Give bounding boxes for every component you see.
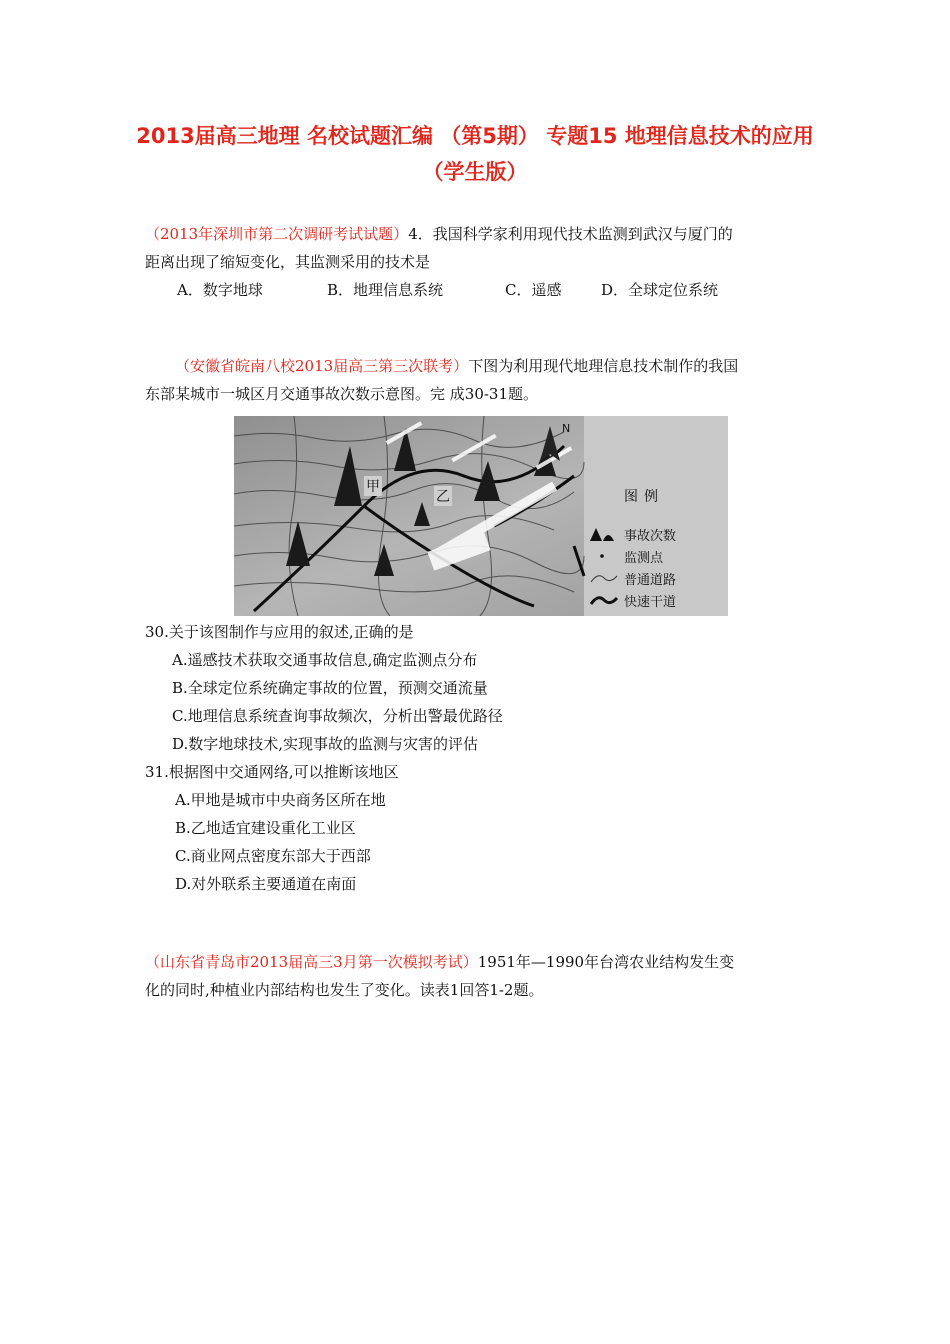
q1-source: （山东省青岛市2013届高三3月第一次模拟考试） bbox=[145, 953, 478, 971]
q4-options bbox=[177, 276, 718, 304]
q30-option-d: D.数字地球技术,实现事故的监测与灾害的评估 bbox=[172, 735, 479, 753]
q31-option-b: B.乙地适宜建设重化工业区 bbox=[175, 819, 356, 837]
q4-option-c: C．遥感 bbox=[505, 281, 562, 299]
q30-intro-paragraph bbox=[145, 352, 815, 408]
q30-source: （安徽省皖南八校2013届高三第三次联考） bbox=[175, 357, 469, 375]
q1-intro-part2: 化的同时,种植业内部结构也发生了变化。读表1回答1-2题。 bbox=[145, 981, 544, 999]
q4-stem-part1: 4．我国科学家利用现代技术监测到武汉与厦门的 bbox=[408, 225, 733, 243]
q31-option-c: C.商业网点密度东部大于西部 bbox=[175, 847, 371, 865]
document-title: 2013届高三地理 名校试题汇编 （第5期） 专题15 地理信息技术的应用（学生版） bbox=[136, 124, 814, 184]
q30-intro-part2: 东部某城市一城区月交通事故次数示意图。完 成30-31题。 bbox=[145, 385, 539, 403]
thin-road-icon bbox=[588, 569, 620, 587]
legend-title: 图例 bbox=[624, 489, 664, 505]
thick-road-icon bbox=[588, 591, 620, 609]
legend-row-road: 普通道路 bbox=[588, 568, 676, 588]
svg-text:N: N bbox=[562, 422, 571, 435]
q4-option-d: D．全球定位系统 bbox=[601, 281, 719, 299]
q4-paragraph bbox=[145, 220, 815, 276]
q4-source: （2013年深圳市第二次调研考试试题） bbox=[145, 225, 409, 243]
q30-option-b: B.全球定位系统确定事故的位置，预测交通流量 bbox=[172, 679, 488, 697]
q31-option-a: A.甲地是城市中央商务区所在地 bbox=[175, 791, 386, 809]
q4-stem-part2: 距离出现了缩短变化，其监测采用的技术是 bbox=[145, 253, 431, 271]
q30-option-a: A.遥感技术获取交通事故信息,确定监测点分布 bbox=[172, 651, 478, 669]
legend-row-fastroad: 快速干道 bbox=[588, 590, 676, 610]
q1-intro-paragraph bbox=[145, 948, 815, 1004]
q4-option-a: A．数字地球 bbox=[177, 281, 263, 299]
q30-option-c: C.地理信息系统查询事故频次，分析出警最优路径 bbox=[172, 707, 503, 725]
q31-option-d: D.对外联系主要通道在南面 bbox=[175, 875, 357, 893]
dot-icon bbox=[588, 547, 620, 565]
q4-option-b: B．地理信息系统 bbox=[327, 281, 444, 299]
q1-intro-part1: 1951年—1990年台湾农业结构发生变 bbox=[477, 953, 735, 971]
label-yi: 乙 bbox=[434, 486, 452, 506]
q31-stem: 31.根据图中交通网络,可以推断该地区 bbox=[145, 763, 399, 781]
legend-row-accidents: 事故次数 bbox=[588, 524, 676, 544]
q30-intro-part1: 下图为利用现代地理信息技术制作的我国 bbox=[468, 357, 739, 375]
label-jia: 甲 bbox=[364, 476, 382, 496]
legend-row-monitor: 监测点 bbox=[588, 546, 663, 566]
q30-stem: 30.关于该图制作与应用的叙述,正确的是 bbox=[145, 623, 414, 641]
peak-icon bbox=[588, 525, 620, 543]
